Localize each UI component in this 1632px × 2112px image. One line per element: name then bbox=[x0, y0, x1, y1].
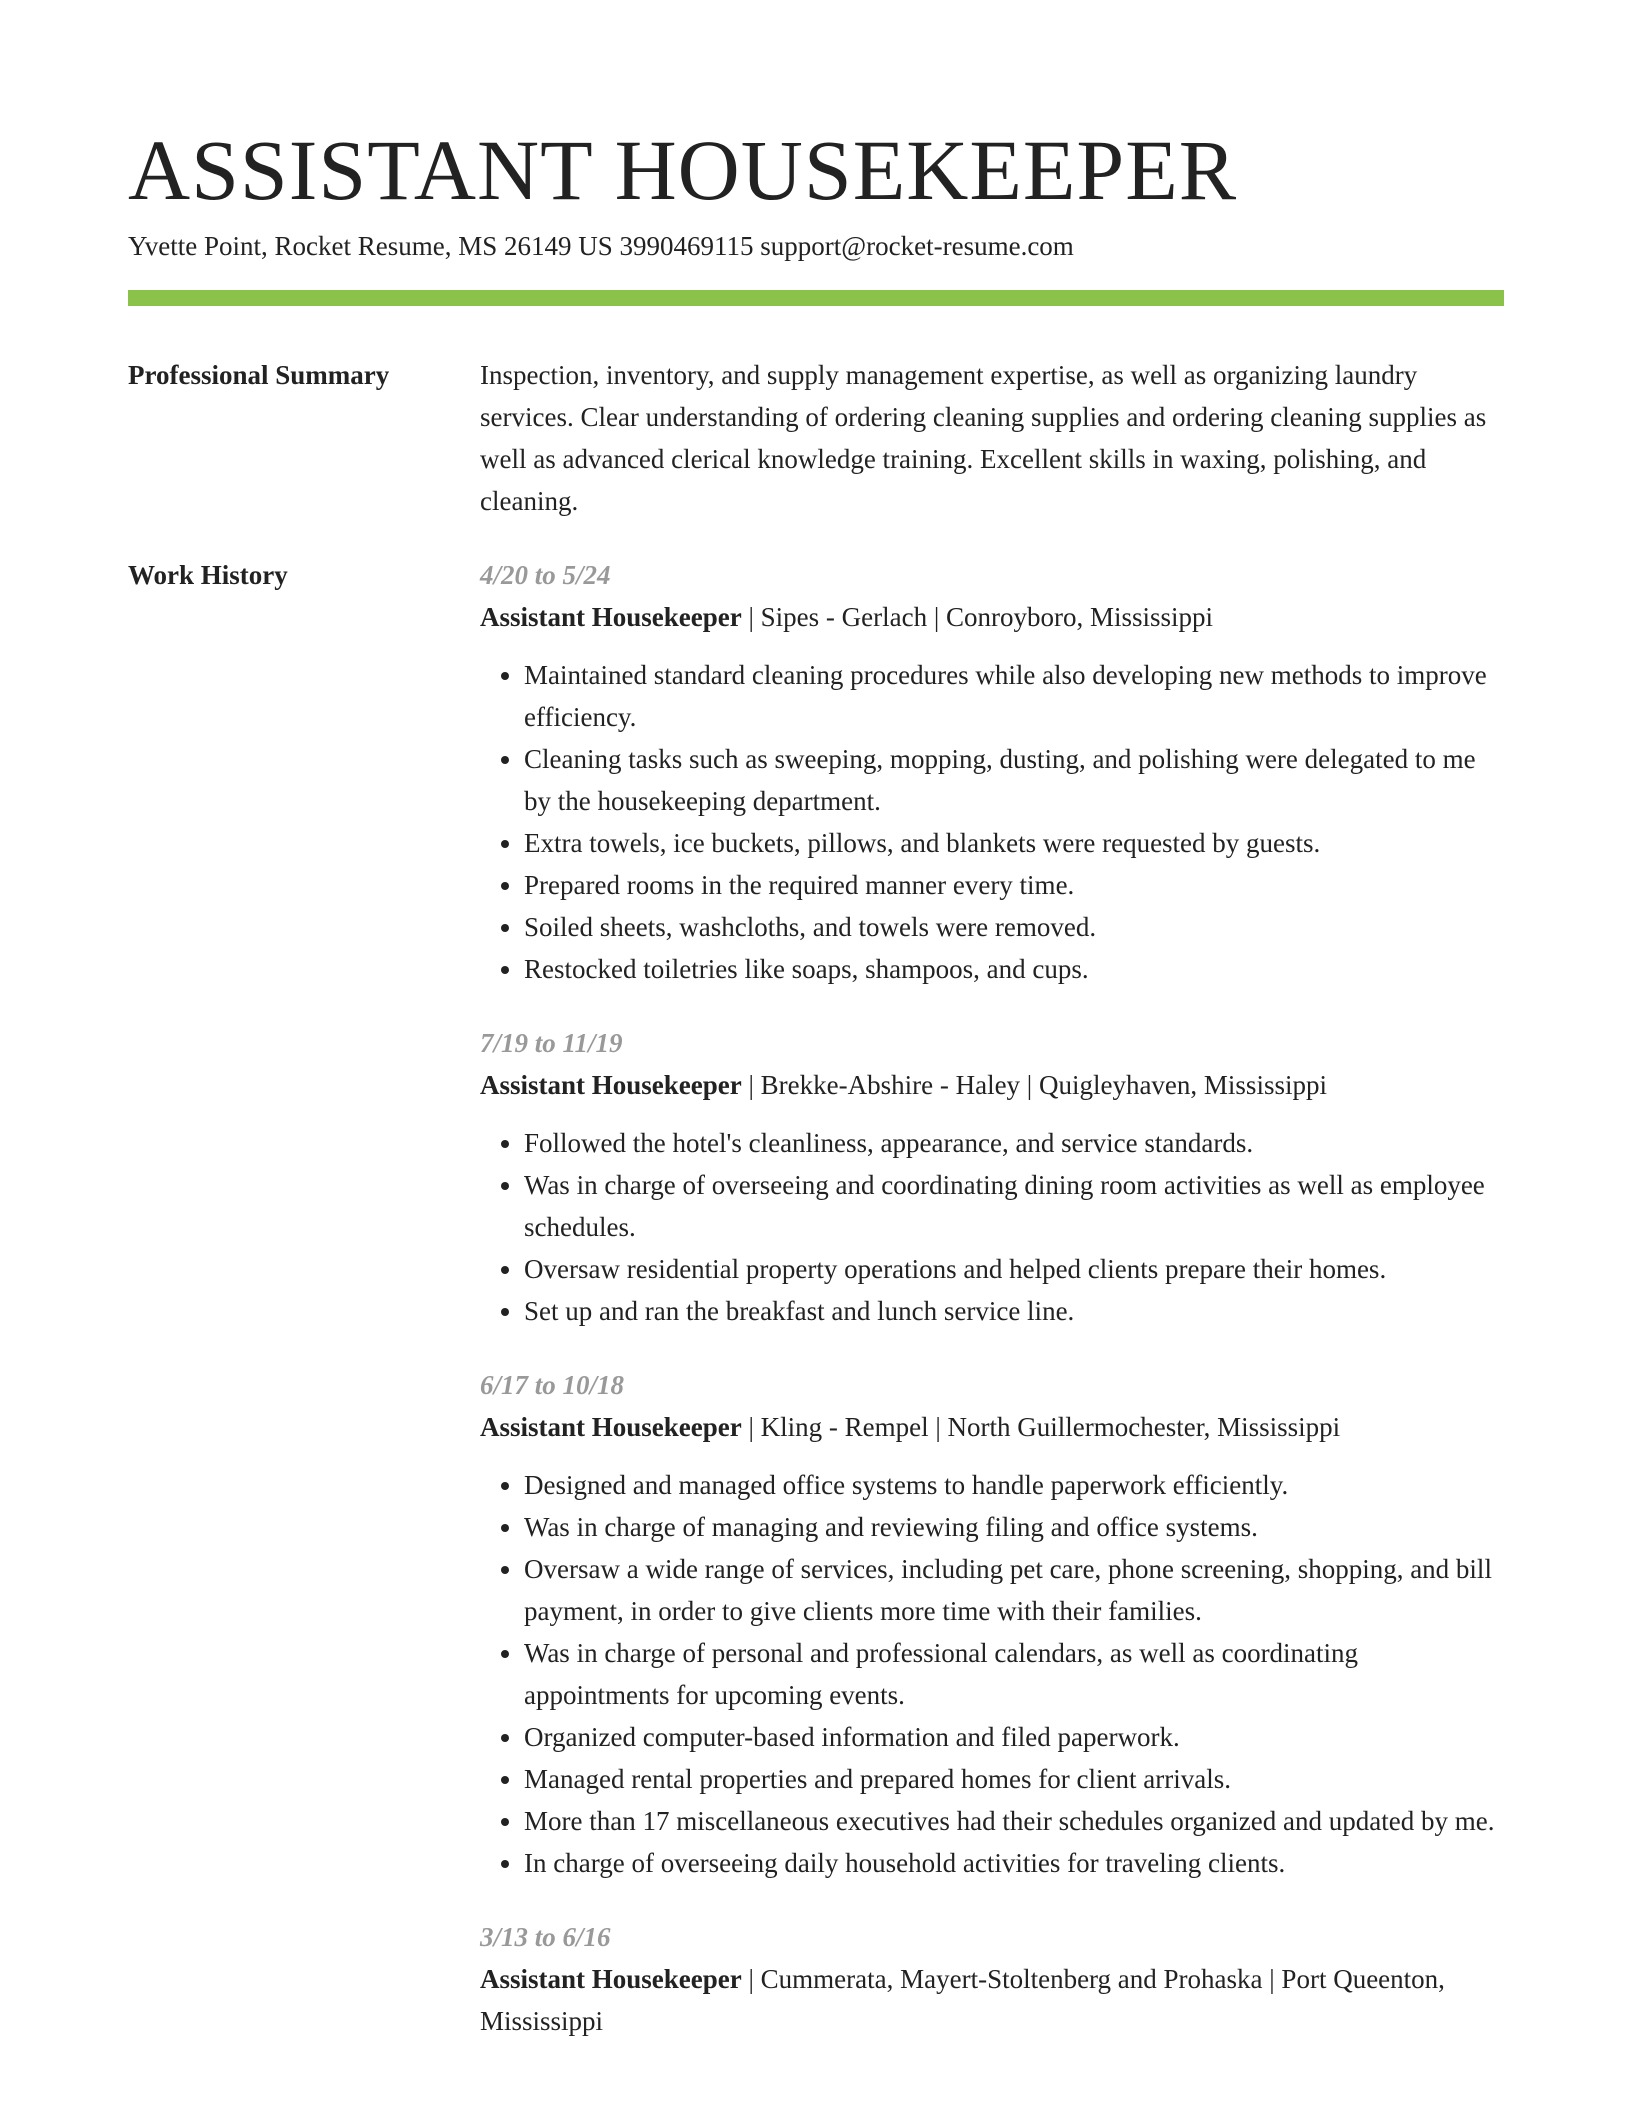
job-bullet: • Oversaw a wide range of services, including pet care, phone screening, shopping, and bill payment, in order to give clients more time with their families. bbox=[524, 1548, 1504, 1632]
job-entry bbox=[480, 1916, 1504, 2042]
job-heading bbox=[480, 1064, 1504, 1106]
job-bullet: • Followed the hotel's cleanliness, appearance, and service standards. bbox=[524, 1122, 1504, 1164]
job-bullet: • Restocked toiletries like soaps, shampoos, and cups. bbox=[524, 948, 1504, 990]
job-bullet-list bbox=[480, 1122, 1504, 1332]
job-bullet: • In charge of overseeing daily household activities for traveling clients. bbox=[524, 1842, 1504, 1884]
job-dates: 7/19 to 11/19 bbox=[480, 1028, 623, 1058]
job-bullet: • Extra towels, ice buckets, pillows, and blankets were requested by guests. bbox=[524, 822, 1504, 864]
job-bullet: • Prepared rooms in the required manner every time. bbox=[524, 864, 1504, 906]
work-history-section bbox=[128, 554, 1504, 2074]
job-title: Assistant Housekeeper bbox=[480, 1964, 742, 1994]
job-employer-location: | Sipes - Gerlach | Conroyboro, Mississippi bbox=[741, 602, 1214, 632]
work-history-heading: Work History bbox=[128, 560, 288, 590]
job-list bbox=[480, 554, 1504, 2074]
summary-heading: Professional Summary bbox=[128, 360, 390, 390]
job-bullet: • Was in charge of overseeing and coordinating dining room activities as well as employee schedules. bbox=[524, 1164, 1504, 1248]
job-employer-location: | Brekke-Abshire - Haley | Quigleyhaven, Mississippi bbox=[741, 1070, 1327, 1100]
job-heading bbox=[480, 1406, 1504, 1448]
job-bullet-list bbox=[480, 1464, 1504, 1884]
summary-text: Inspection, inventory, and supply management expertise, as well as organizing laundry services. Clear understanding of ordering cleaning supplies and ordering cleaning supplies as well as advanced clerical knowledge training. Excellent skills in waxing, polishing, and cleaning. bbox=[480, 360, 1487, 516]
job-bullet: • Organized computer-based information and filed paperwork. bbox=[524, 1716, 1504, 1758]
job-employer-location: | Kling - Rempel | North Guillermochester, Mississippi bbox=[741, 1412, 1341, 1442]
job-dates: 4/20 to 5/24 bbox=[480, 560, 611, 590]
job-title: Assistant Housekeeper bbox=[480, 1412, 742, 1442]
contact-line: Yvette Point, Rocket Resume, MS 26149 US 3990469115 support@rocket-resume.com bbox=[128, 231, 1074, 261]
job-bullet: • Was in charge of managing and reviewing filing and office systems. bbox=[524, 1506, 1504, 1548]
job-bullet: • Maintained standard cleaning procedures while also developing new methods to improve efficiency. bbox=[524, 654, 1504, 738]
job-dates: 3/13 to 6/16 bbox=[480, 1922, 611, 1952]
job-bullet: • Soiled sheets, washcloths, and towels were removed. bbox=[524, 906, 1504, 948]
header-divider bbox=[128, 290, 1504, 306]
job-entry bbox=[480, 554, 1504, 990]
job-title: Assistant Housekeeper bbox=[480, 1070, 742, 1100]
job-bullet: • Was in charge of personal and professional calendars, as well as coordinating appointments for upcoming events. bbox=[524, 1632, 1504, 1716]
job-heading bbox=[480, 1958, 1504, 2042]
job-bullet: • Cleaning tasks such as sweeping, mopping, dusting, and polishing were delegated to me by the housekeeping department. bbox=[524, 738, 1504, 822]
job-bullet: • Set up and ran the breakfast and lunch service line. bbox=[524, 1290, 1504, 1332]
job-entry bbox=[480, 1022, 1504, 1332]
resume-page bbox=[128, 120, 1504, 2074]
resume-name: ASSISTANT HOUSEKEEPER bbox=[128, 122, 1238, 218]
job-employer-location: | Cummerata, Mayert-Stoltenberg and Prohaska | Port Queenton, Mississippi bbox=[480, 1964, 1445, 2036]
job-bullet: • Oversaw residential property operations and helped clients prepare their homes. bbox=[524, 1248, 1504, 1290]
job-bullet-list bbox=[480, 654, 1504, 990]
job-bullet: • More than 17 miscellaneous executives had their schedules organized and updated by me. bbox=[524, 1800, 1504, 1842]
summary-section bbox=[128, 354, 1504, 522]
job-heading bbox=[480, 596, 1504, 638]
job-bullet: • Managed rental properties and prepared homes for client arrivals. bbox=[524, 1758, 1504, 1800]
job-bullet: • Designed and managed office systems to handle paperwork efficiently. bbox=[524, 1464, 1504, 1506]
job-title: Assistant Housekeeper bbox=[480, 602, 742, 632]
job-entry bbox=[480, 1364, 1504, 1884]
job-dates: 6/17 to 10/18 bbox=[480, 1370, 625, 1400]
